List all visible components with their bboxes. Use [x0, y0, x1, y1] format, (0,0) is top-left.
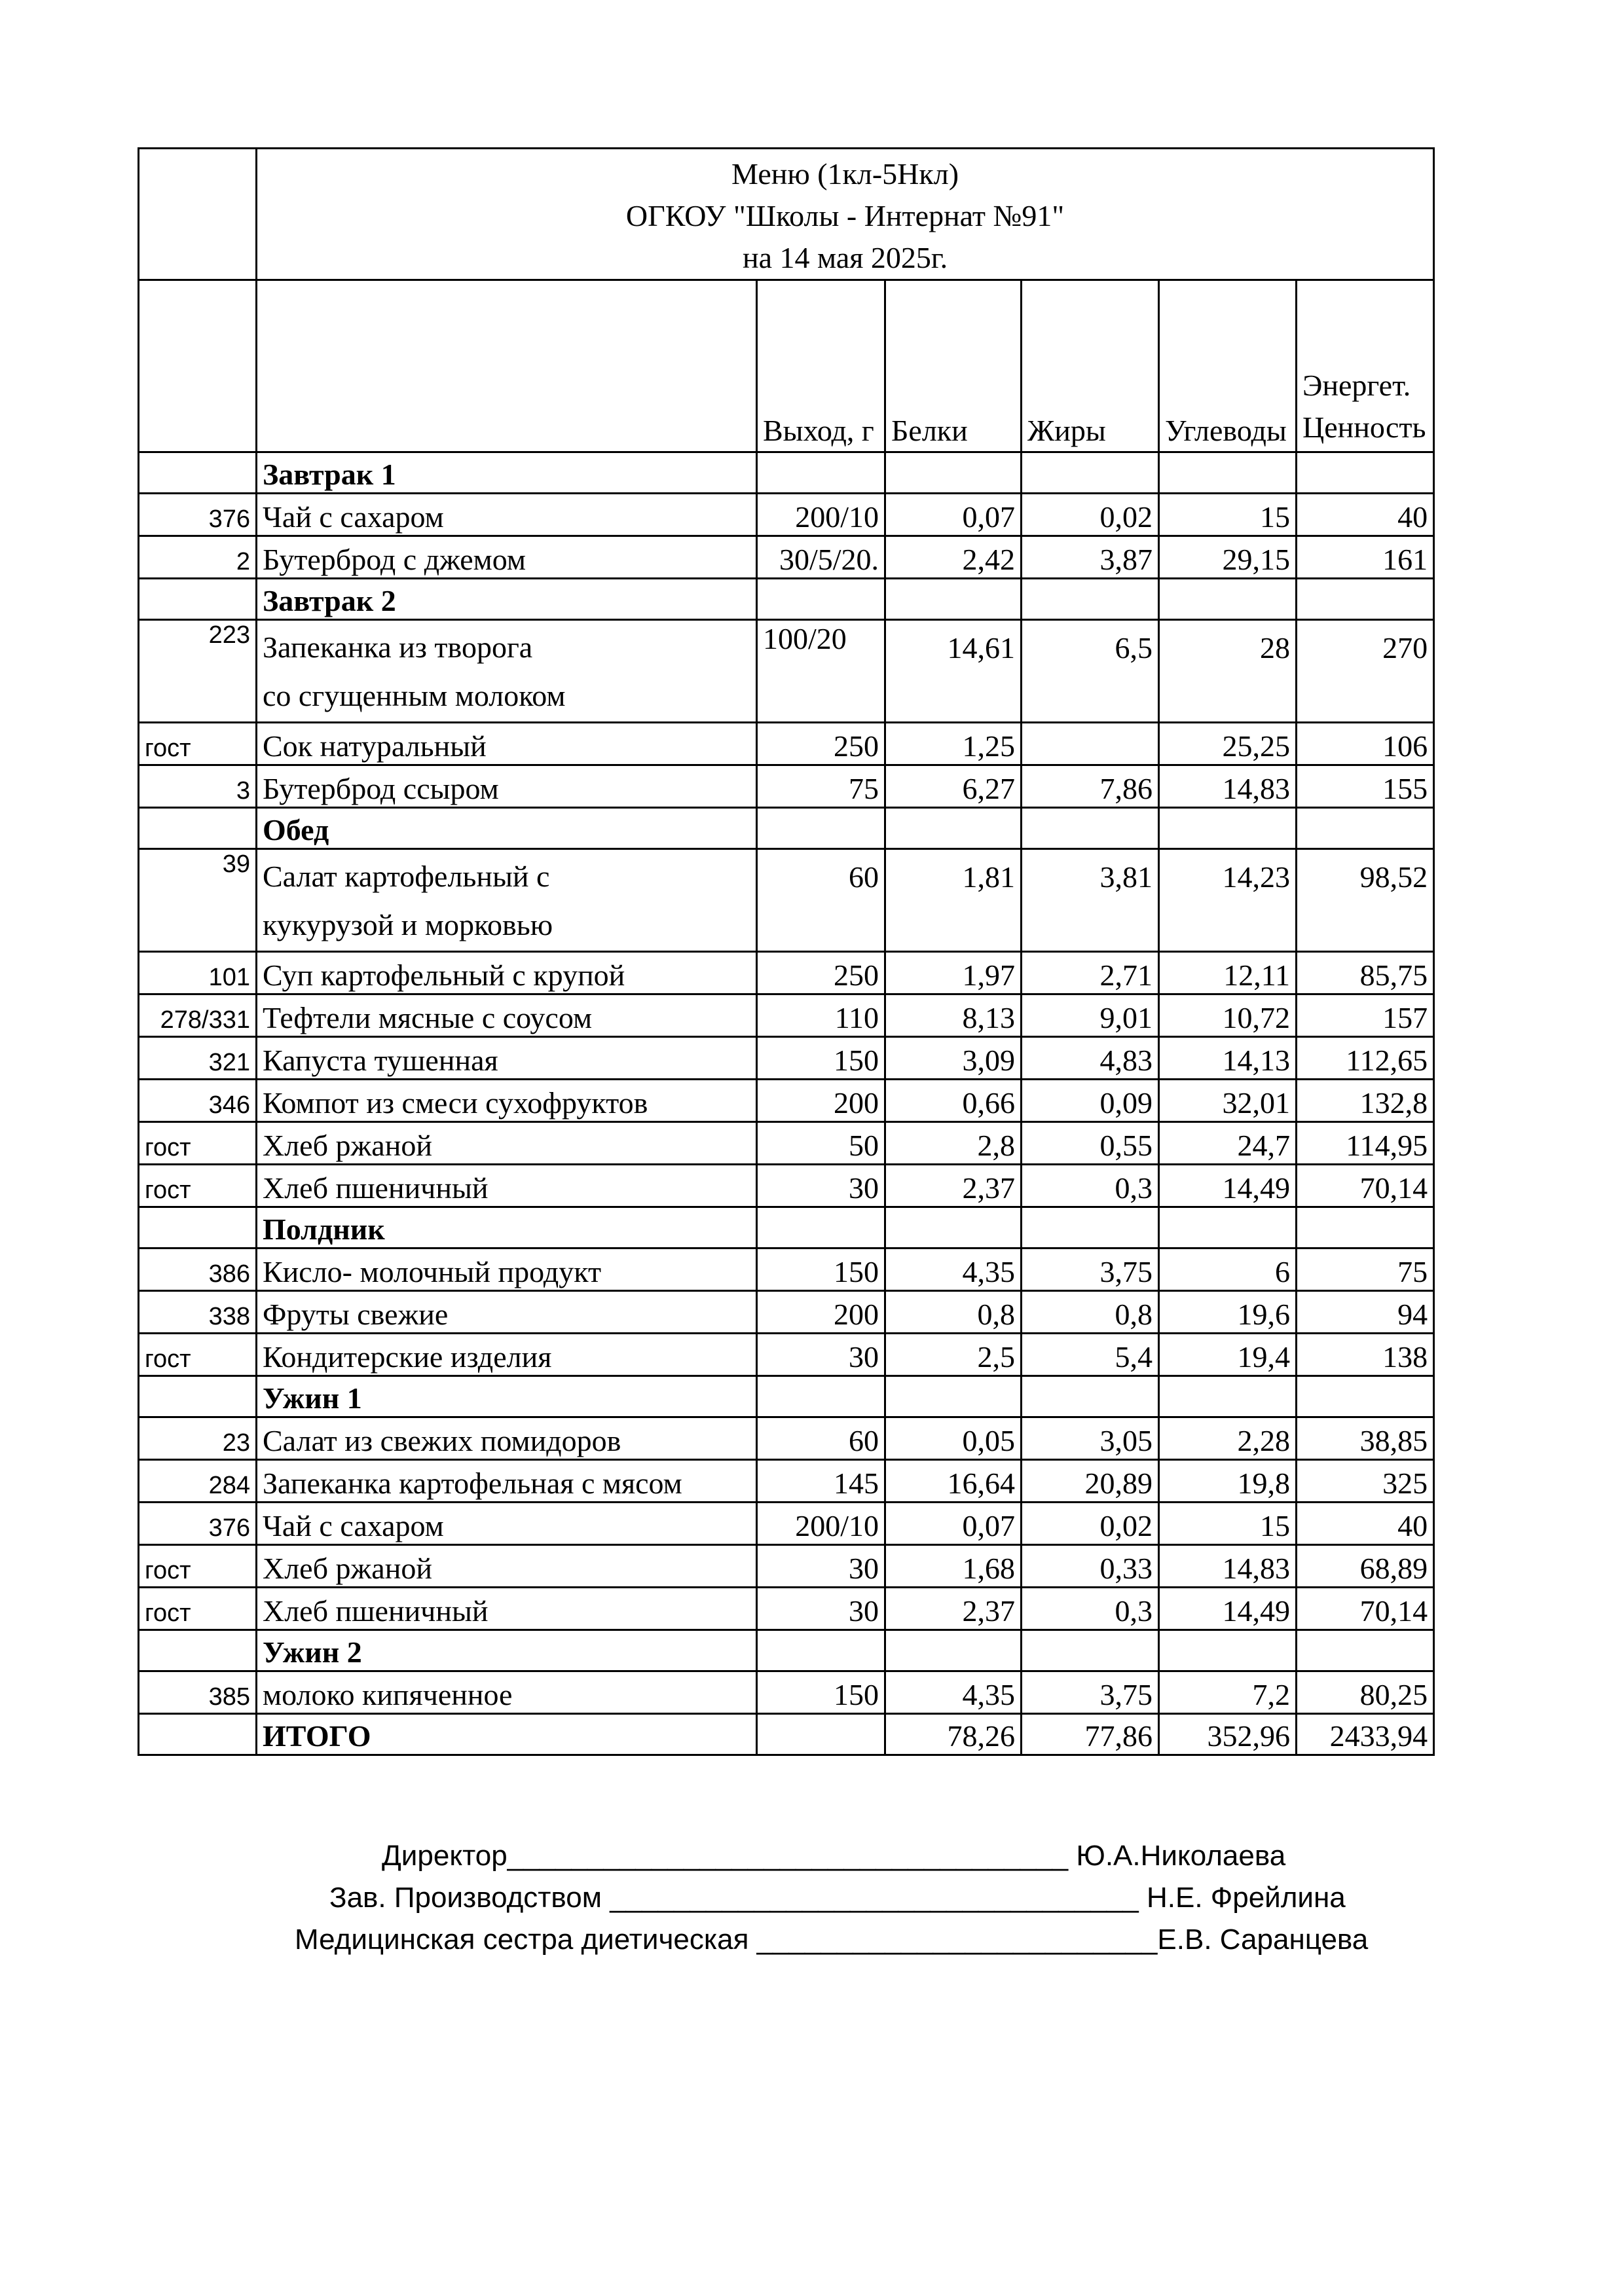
empty-cell [1022, 579, 1159, 620]
empty-cell [1297, 808, 1434, 849]
carbs-cell: 14,23 [1159, 849, 1297, 952]
fats-cell: 3,87 [1022, 536, 1159, 579]
energy-cell: 2433,94 [1297, 1714, 1434, 1755]
empty-cell [885, 1207, 1022, 1248]
recipe-code: 223 [139, 620, 257, 723]
dish-name-line: со сгущенным молоком [263, 679, 566, 712]
recipe-code: 101 [139, 952, 257, 994]
header-row [139, 280, 1434, 452]
menu-table [138, 147, 1435, 1756]
proteins-cell: 2,37 [885, 1588, 1022, 1630]
dish-name-line: Хлеб пшеничный [263, 1171, 489, 1205]
output-cell: 250 [757, 952, 885, 994]
carbs-cell: 32,01 [1159, 1080, 1297, 1122]
nurse-signature: Медицинская сестра диетическая _________________________Е.В. Саранцева [295, 1923, 1369, 1956]
energy-cell: 85,75 [1297, 952, 1434, 994]
code-cell [139, 1630, 257, 1671]
production-signature: Зав. Производством _________________________________ Н.Е. Фрейлина [329, 1882, 1346, 1914]
title-line-1: Меню (1кл-5Нкл) [731, 157, 959, 191]
recipe-code: гост [139, 1122, 257, 1165]
dish-name-line: Салат из свежих помидоров [263, 1423, 621, 1457]
fats-cell: 0,55 [1022, 1122, 1159, 1165]
table-row [139, 1291, 1434, 1334]
proteins-cell: 3,09 [885, 1037, 1022, 1080]
proteins-cell: 16,64 [885, 1460, 1022, 1503]
output-cell: 30 [757, 1334, 885, 1376]
proteins-cell: 1,25 [885, 723, 1022, 765]
section-row [139, 808, 1434, 849]
code-cell [139, 1207, 257, 1248]
dish-name [257, 723, 757, 765]
recipe-code: 376 [139, 1503, 257, 1545]
table-row [139, 1165, 1434, 1207]
dish-name-line: Запеканка из творога [263, 630, 533, 664]
proteins-cell: 1,81 [885, 849, 1022, 952]
empty-cell [1159, 1207, 1297, 1248]
table-row [139, 1248, 1434, 1291]
table-title [257, 149, 1434, 280]
carbs-cell: 28 [1159, 620, 1297, 723]
empty-cell [757, 1630, 885, 1671]
dish-name [257, 1037, 757, 1080]
output-cell: 60 [757, 849, 885, 952]
output-cell: 30/5/20. [757, 536, 885, 579]
dish-name-line: молоко кипяченное [263, 1677, 513, 1711]
recipe-code: 284 [139, 1460, 257, 1503]
section-row [139, 452, 1434, 494]
dish-name-line: кукурузой и морковью [263, 908, 553, 941]
table-row [139, 1545, 1434, 1588]
fats-cell: 0,3 [1022, 1588, 1159, 1630]
table-row [139, 1037, 1434, 1080]
recipe-code: гост [139, 1165, 257, 1207]
section-title: Полдник [257, 1207, 757, 1248]
table-row [139, 536, 1434, 579]
proteins-cell: 1,68 [885, 1545, 1022, 1588]
title-row [139, 149, 1434, 280]
dish-name [257, 1165, 757, 1207]
empty-cell [1022, 808, 1159, 849]
table-row [139, 620, 1434, 723]
dish-name-line: Кондитерские изделия [263, 1339, 552, 1374]
empty-cell [757, 452, 885, 494]
fats-cell: 0,02 [1022, 1503, 1159, 1545]
header-code-cell [139, 280, 257, 452]
recipe-code: 2 [139, 536, 257, 579]
empty-cell [1022, 1207, 1159, 1248]
energy-cell: 94 [1297, 1291, 1434, 1334]
section-row [139, 1630, 1434, 1671]
dish-name [257, 1080, 757, 1122]
carbs-cell: 14,83 [1159, 1545, 1297, 1588]
empty-cell [885, 452, 1022, 494]
dish-name [257, 1248, 757, 1291]
header-carbs: Углеводы [1159, 280, 1297, 452]
empty-cell [1159, 1376, 1297, 1417]
empty-cell [757, 1207, 885, 1248]
carbs-cell: 7,2 [1159, 1671, 1297, 1714]
recipe-code: 23 [139, 1417, 257, 1460]
carbs-cell: 15 [1159, 1503, 1297, 1545]
fats-cell: 5,4 [1022, 1334, 1159, 1376]
table-row [139, 723, 1434, 765]
proteins-cell: 2,42 [885, 536, 1022, 579]
carbs-cell: 19,8 [1159, 1460, 1297, 1503]
output-cell: 200 [757, 1080, 885, 1122]
recipe-code: 3 [139, 765, 257, 808]
fats-cell: 3,75 [1022, 1671, 1159, 1714]
dish-name-line: Фруты свежие [263, 1297, 449, 1331]
dish-name-line: Хлеб ржаной [263, 1551, 432, 1585]
code-cell [139, 808, 257, 849]
recipe-code: 385 [139, 1671, 257, 1714]
section-title: Ужин 1 [257, 1376, 757, 1417]
table-row [139, 765, 1434, 808]
energy-cell: 325 [1297, 1460, 1434, 1503]
output-cell: 150 [757, 1671, 885, 1714]
fats-cell: 2,71 [1022, 952, 1159, 994]
output-cell: 60 [757, 1417, 885, 1460]
empty-cell [885, 579, 1022, 620]
output-cell [757, 1714, 885, 1755]
code-cell [139, 1376, 257, 1417]
carbs-cell: 2,28 [1159, 1417, 1297, 1460]
table-row [139, 1122, 1434, 1165]
table-row [139, 994, 1434, 1037]
empty-cell [1159, 452, 1297, 494]
recipe-code: 278/331 [139, 994, 257, 1037]
carbs-cell: 29,15 [1159, 536, 1297, 579]
dish-name [257, 1671, 757, 1714]
carbs-cell: 352,96 [1159, 1714, 1297, 1755]
energy-cell: 68,89 [1297, 1545, 1434, 1588]
energy-cell: 270 [1297, 620, 1434, 723]
table-row [139, 1334, 1434, 1376]
empty-cell [1297, 452, 1434, 494]
energy-cell: 70,14 [1297, 1588, 1434, 1630]
code-cell [139, 452, 257, 494]
carbs-cell: 14,13 [1159, 1037, 1297, 1080]
proteins-cell: 6,27 [885, 765, 1022, 808]
recipe-code: 321 [139, 1037, 257, 1080]
empty-cell [1159, 808, 1297, 849]
energy-cell: 75 [1297, 1248, 1434, 1291]
carbs-cell: 14,49 [1159, 1588, 1297, 1630]
empty-cell [1022, 1376, 1159, 1417]
dish-name-line: Запеканка картофельная с мясом [263, 1466, 682, 1500]
director-signature: Директор___________________________________ Ю.А.Николаева [382, 1840, 1286, 1872]
energy-cell: 138 [1297, 1334, 1434, 1376]
recipe-code: гост [139, 1588, 257, 1630]
proteins-cell: 0,07 [885, 494, 1022, 536]
output-cell: 250 [757, 723, 885, 765]
empty-cell [885, 1376, 1022, 1417]
section-row [139, 1376, 1434, 1417]
table-row [139, 849, 1434, 952]
energy-cell: 80,25 [1297, 1671, 1434, 1714]
proteins-cell: 78,26 [885, 1714, 1022, 1755]
proteins-cell: 14,61 [885, 620, 1022, 723]
recipe-code: 376 [139, 494, 257, 536]
table-row [139, 494, 1434, 536]
dish-name [257, 1122, 757, 1165]
fats-cell: 77,86 [1022, 1714, 1159, 1755]
dish-name [257, 1334, 757, 1376]
output-cell: 150 [757, 1037, 885, 1080]
empty-cell [757, 579, 885, 620]
fats-cell: 0,8 [1022, 1291, 1159, 1334]
header-energy: Энергет. Ценность [1297, 280, 1434, 452]
energy-cell: 157 [1297, 994, 1434, 1037]
section-title: Завтрак 2 [257, 579, 757, 620]
title-line-2: ОГКОУ "Школы - Интернат №91" [625, 199, 1065, 232]
title-code-cell [139, 149, 257, 280]
empty-cell [885, 1630, 1022, 1671]
dish-name-line: Капуста тушенная [263, 1043, 498, 1077]
table-row [139, 1588, 1434, 1630]
energy-cell: 40 [1297, 494, 1434, 536]
empty-cell [1297, 579, 1434, 620]
output-cell: 75 [757, 765, 885, 808]
empty-cell [757, 1376, 885, 1417]
output-cell: 100/20 [757, 620, 885, 723]
dish-name [257, 952, 757, 994]
empty-cell [1159, 1630, 1297, 1671]
dish-name [257, 849, 757, 952]
output-cell: 50 [757, 1122, 885, 1165]
total-label: ИТОГО [257, 1714, 757, 1755]
header-name-cell [257, 280, 757, 452]
empty-cell [1022, 452, 1159, 494]
dish-name [257, 536, 757, 579]
carbs-cell: 14,83 [1159, 765, 1297, 808]
dish-name-line: Сок натуральный [263, 729, 487, 763]
dish-name [257, 1503, 757, 1545]
total-row [139, 1714, 1434, 1755]
dish-name-line: Кисло- молочный продукт [263, 1254, 602, 1288]
dish-name [257, 1545, 757, 1588]
fats-cell: 0,02 [1022, 494, 1159, 536]
recipe-code: гост [139, 1334, 257, 1376]
energy-cell: 70,14 [1297, 1165, 1434, 1207]
output-cell: 200 [757, 1291, 885, 1334]
carbs-cell: 19,6 [1159, 1291, 1297, 1334]
empty-cell [757, 808, 885, 849]
fats-cell: 20,89 [1022, 1460, 1159, 1503]
dish-name [257, 620, 757, 723]
output-cell: 145 [757, 1460, 885, 1503]
section-title: Обед [257, 808, 757, 849]
section-row [139, 1207, 1434, 1248]
code-cell [139, 579, 257, 620]
dish-name [257, 1460, 757, 1503]
proteins-cell: 2,8 [885, 1122, 1022, 1165]
title-line-3: на 14 мая 2025г. [742, 241, 948, 274]
empty-cell [885, 808, 1022, 849]
energy-cell: 40 [1297, 1503, 1434, 1545]
recipe-code: 338 [139, 1291, 257, 1334]
section-row [139, 579, 1434, 620]
dish-name-line: Бутерброд ссыром [263, 771, 499, 805]
fats-cell: 0,33 [1022, 1545, 1159, 1588]
header-output: Выход, г [757, 280, 885, 452]
fats-cell: 0,09 [1022, 1080, 1159, 1122]
proteins-cell: 0,05 [885, 1417, 1022, 1460]
carbs-cell: 10,72 [1159, 994, 1297, 1037]
header-proteins: Белки [885, 280, 1022, 452]
energy-cell: 106 [1297, 723, 1434, 765]
carbs-cell: 19,4 [1159, 1334, 1297, 1376]
fats-cell: 6,5 [1022, 620, 1159, 723]
table-row [139, 952, 1434, 994]
table-row [139, 1460, 1434, 1503]
fats-cell: 7,86 [1022, 765, 1159, 808]
dish-name [257, 1291, 757, 1334]
proteins-cell: 8,13 [885, 994, 1022, 1037]
fats-cell: 0,3 [1022, 1165, 1159, 1207]
carbs-cell: 24,7 [1159, 1122, 1297, 1165]
table-row [139, 1080, 1434, 1122]
dish-name-line: Суп картофельный с крупой [263, 958, 625, 992]
dish-name-line: Чай с сахаром [263, 1508, 444, 1542]
empty-cell [1297, 1630, 1434, 1671]
table-row [139, 1671, 1434, 1714]
output-cell: 30 [757, 1165, 885, 1207]
proteins-cell: 4,35 [885, 1248, 1022, 1291]
output-cell: 200/10 [757, 494, 885, 536]
dish-name [257, 494, 757, 536]
table-row [139, 1417, 1434, 1460]
dish-name-line: Салат картофельный с [263, 860, 550, 893]
header-fats: Жиры [1022, 280, 1159, 452]
dish-name-line: Хлеб пшеничный [263, 1594, 489, 1628]
empty-cell [1159, 579, 1297, 620]
carbs-cell: 15 [1159, 494, 1297, 536]
dish-name-line: Тефтели мясные с соусом [263, 1000, 593, 1034]
proteins-cell: 0,66 [885, 1080, 1022, 1122]
recipe-code: 39 [139, 849, 257, 952]
table-row [139, 1503, 1434, 1545]
energy-cell: 161 [1297, 536, 1434, 579]
fats-cell: 9,01 [1022, 994, 1159, 1037]
empty-cell [1022, 1630, 1159, 1671]
energy-cell: 112,65 [1297, 1037, 1434, 1080]
fats-cell: 3,75 [1022, 1248, 1159, 1291]
proteins-cell: 0,07 [885, 1503, 1022, 1545]
proteins-cell: 4,35 [885, 1671, 1022, 1714]
fats-cell: 3,81 [1022, 849, 1159, 952]
dish-name [257, 1417, 757, 1460]
section-title: Ужин 2 [257, 1630, 757, 1671]
dish-name-line: Компот из смеси сухофруктов [263, 1085, 648, 1120]
section-title: Завтрак 1 [257, 452, 757, 494]
output-cell: 30 [757, 1588, 885, 1630]
dish-name-line: Чай с сахаром [263, 500, 444, 534]
empty-cell [1297, 1376, 1434, 1417]
fats-cell [1022, 723, 1159, 765]
output-cell: 200/10 [757, 1503, 885, 1545]
dish-name-line: Хлеб ржаной [263, 1128, 432, 1162]
recipe-code: гост [139, 1545, 257, 1588]
proteins-cell: 1,97 [885, 952, 1022, 994]
carbs-cell: 25,25 [1159, 723, 1297, 765]
recipe-code: 386 [139, 1248, 257, 1291]
dish-name-line: Бутерброд с джемом [263, 542, 526, 576]
proteins-cell: 2,5 [885, 1334, 1022, 1376]
energy-cell: 155 [1297, 765, 1434, 808]
recipe-code: гост [139, 723, 257, 765]
dish-name [257, 994, 757, 1037]
dish-name [257, 765, 757, 808]
carbs-cell: 6 [1159, 1248, 1297, 1291]
empty-cell [1297, 1207, 1434, 1248]
energy-cell: 98,52 [1297, 849, 1434, 952]
output-cell: 110 [757, 994, 885, 1037]
code-cell [139, 1714, 257, 1755]
carbs-cell: 14,49 [1159, 1165, 1297, 1207]
energy-cell: 114,95 [1297, 1122, 1434, 1165]
energy-cell: 38,85 [1297, 1417, 1434, 1460]
fats-cell: 4,83 [1022, 1037, 1159, 1080]
recipe-code: 346 [139, 1080, 257, 1122]
output-cell: 30 [757, 1545, 885, 1588]
proteins-cell: 2,37 [885, 1165, 1022, 1207]
carbs-cell: 12,11 [1159, 952, 1297, 994]
dish-name [257, 1588, 757, 1630]
output-cell: 150 [757, 1248, 885, 1291]
proteins-cell: 0,8 [885, 1291, 1022, 1334]
energy-cell: 132,8 [1297, 1080, 1434, 1122]
fats-cell: 3,05 [1022, 1417, 1159, 1460]
